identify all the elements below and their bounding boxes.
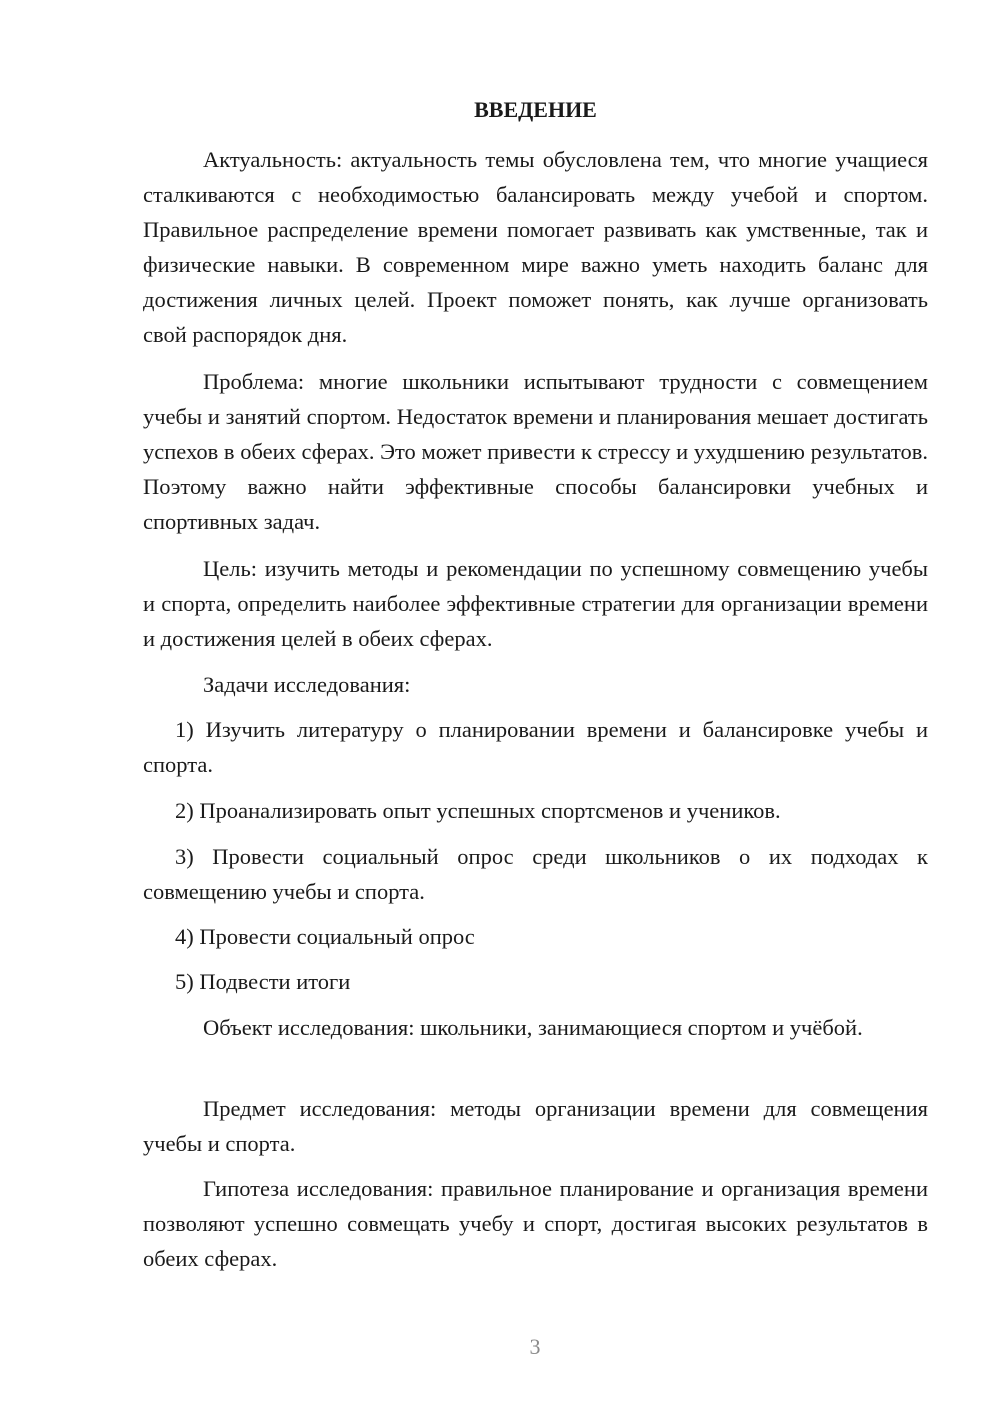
paragraph-hypothesis: Гипотеза исследования: правильное планирование и организация времени позволяют успешно совмещать учебу и спорт, достигая высоких результатов в обеих сферах. bbox=[143, 1176, 928, 1271]
page-number: 3 bbox=[529, 1334, 541, 1359]
page-title: ВВЕДЕНИЕ bbox=[474, 97, 597, 122]
paragraph-object: Объект исследования: школьники, занимающиеся спортом и учёбой. bbox=[203, 1015, 863, 1040]
paragraph-problem: Проблема: многие школьники испытывают трудности с совмещением учебы и занятий спортом. Недостаток времени и планирования мешает достигать успехов в обеих сферах. Это может привести к стрессу и ухудшению результатов. Поэтому важно найти эффективные способы балансировки учебных и спортивных задач. bbox=[143, 369, 928, 534]
task-item-3: 3) Провести социальный опрос среди школьников о их подходах к совмещению учебы и спорта. bbox=[143, 844, 928, 904]
task-item-5: 5) Подвести итоги bbox=[175, 969, 351, 994]
tasks-heading: Задачи исследования: bbox=[203, 672, 411, 697]
paragraph-relevance: Актуальность: актуальность темы обусловлена тем, что многие учащиеся сталкиваются с необходимостью балансировать между учебой и спортом. Правильное распределение времени помогает развивать как умственные, так и физические навыки. В современном мире важно уметь находить баланс для достижения личных целей. Проект поможет понять, как лучше организовать свой распорядок дня. bbox=[143, 147, 928, 347]
task-item-4: 4) Провести социальный опрос bbox=[175, 924, 475, 949]
task-item-2: 2) Проанализировать опыт успешных спортсменов и учеников. bbox=[175, 798, 781, 823]
paragraph-subject: Предмет исследования: методы организации времени для совмещения учебы и спорта. bbox=[143, 1096, 928, 1156]
paragraph-goal: Цель: изучить методы и рекомендации по успешному совмещению учебы и спорта, определить наиболее эффективные стратегии для организации времени и достижения целей в обеих сферах. bbox=[143, 556, 928, 651]
task-item-1: 1) Изучить литературу о планировании времени и балансировке учебы и спорта. bbox=[143, 717, 928, 777]
